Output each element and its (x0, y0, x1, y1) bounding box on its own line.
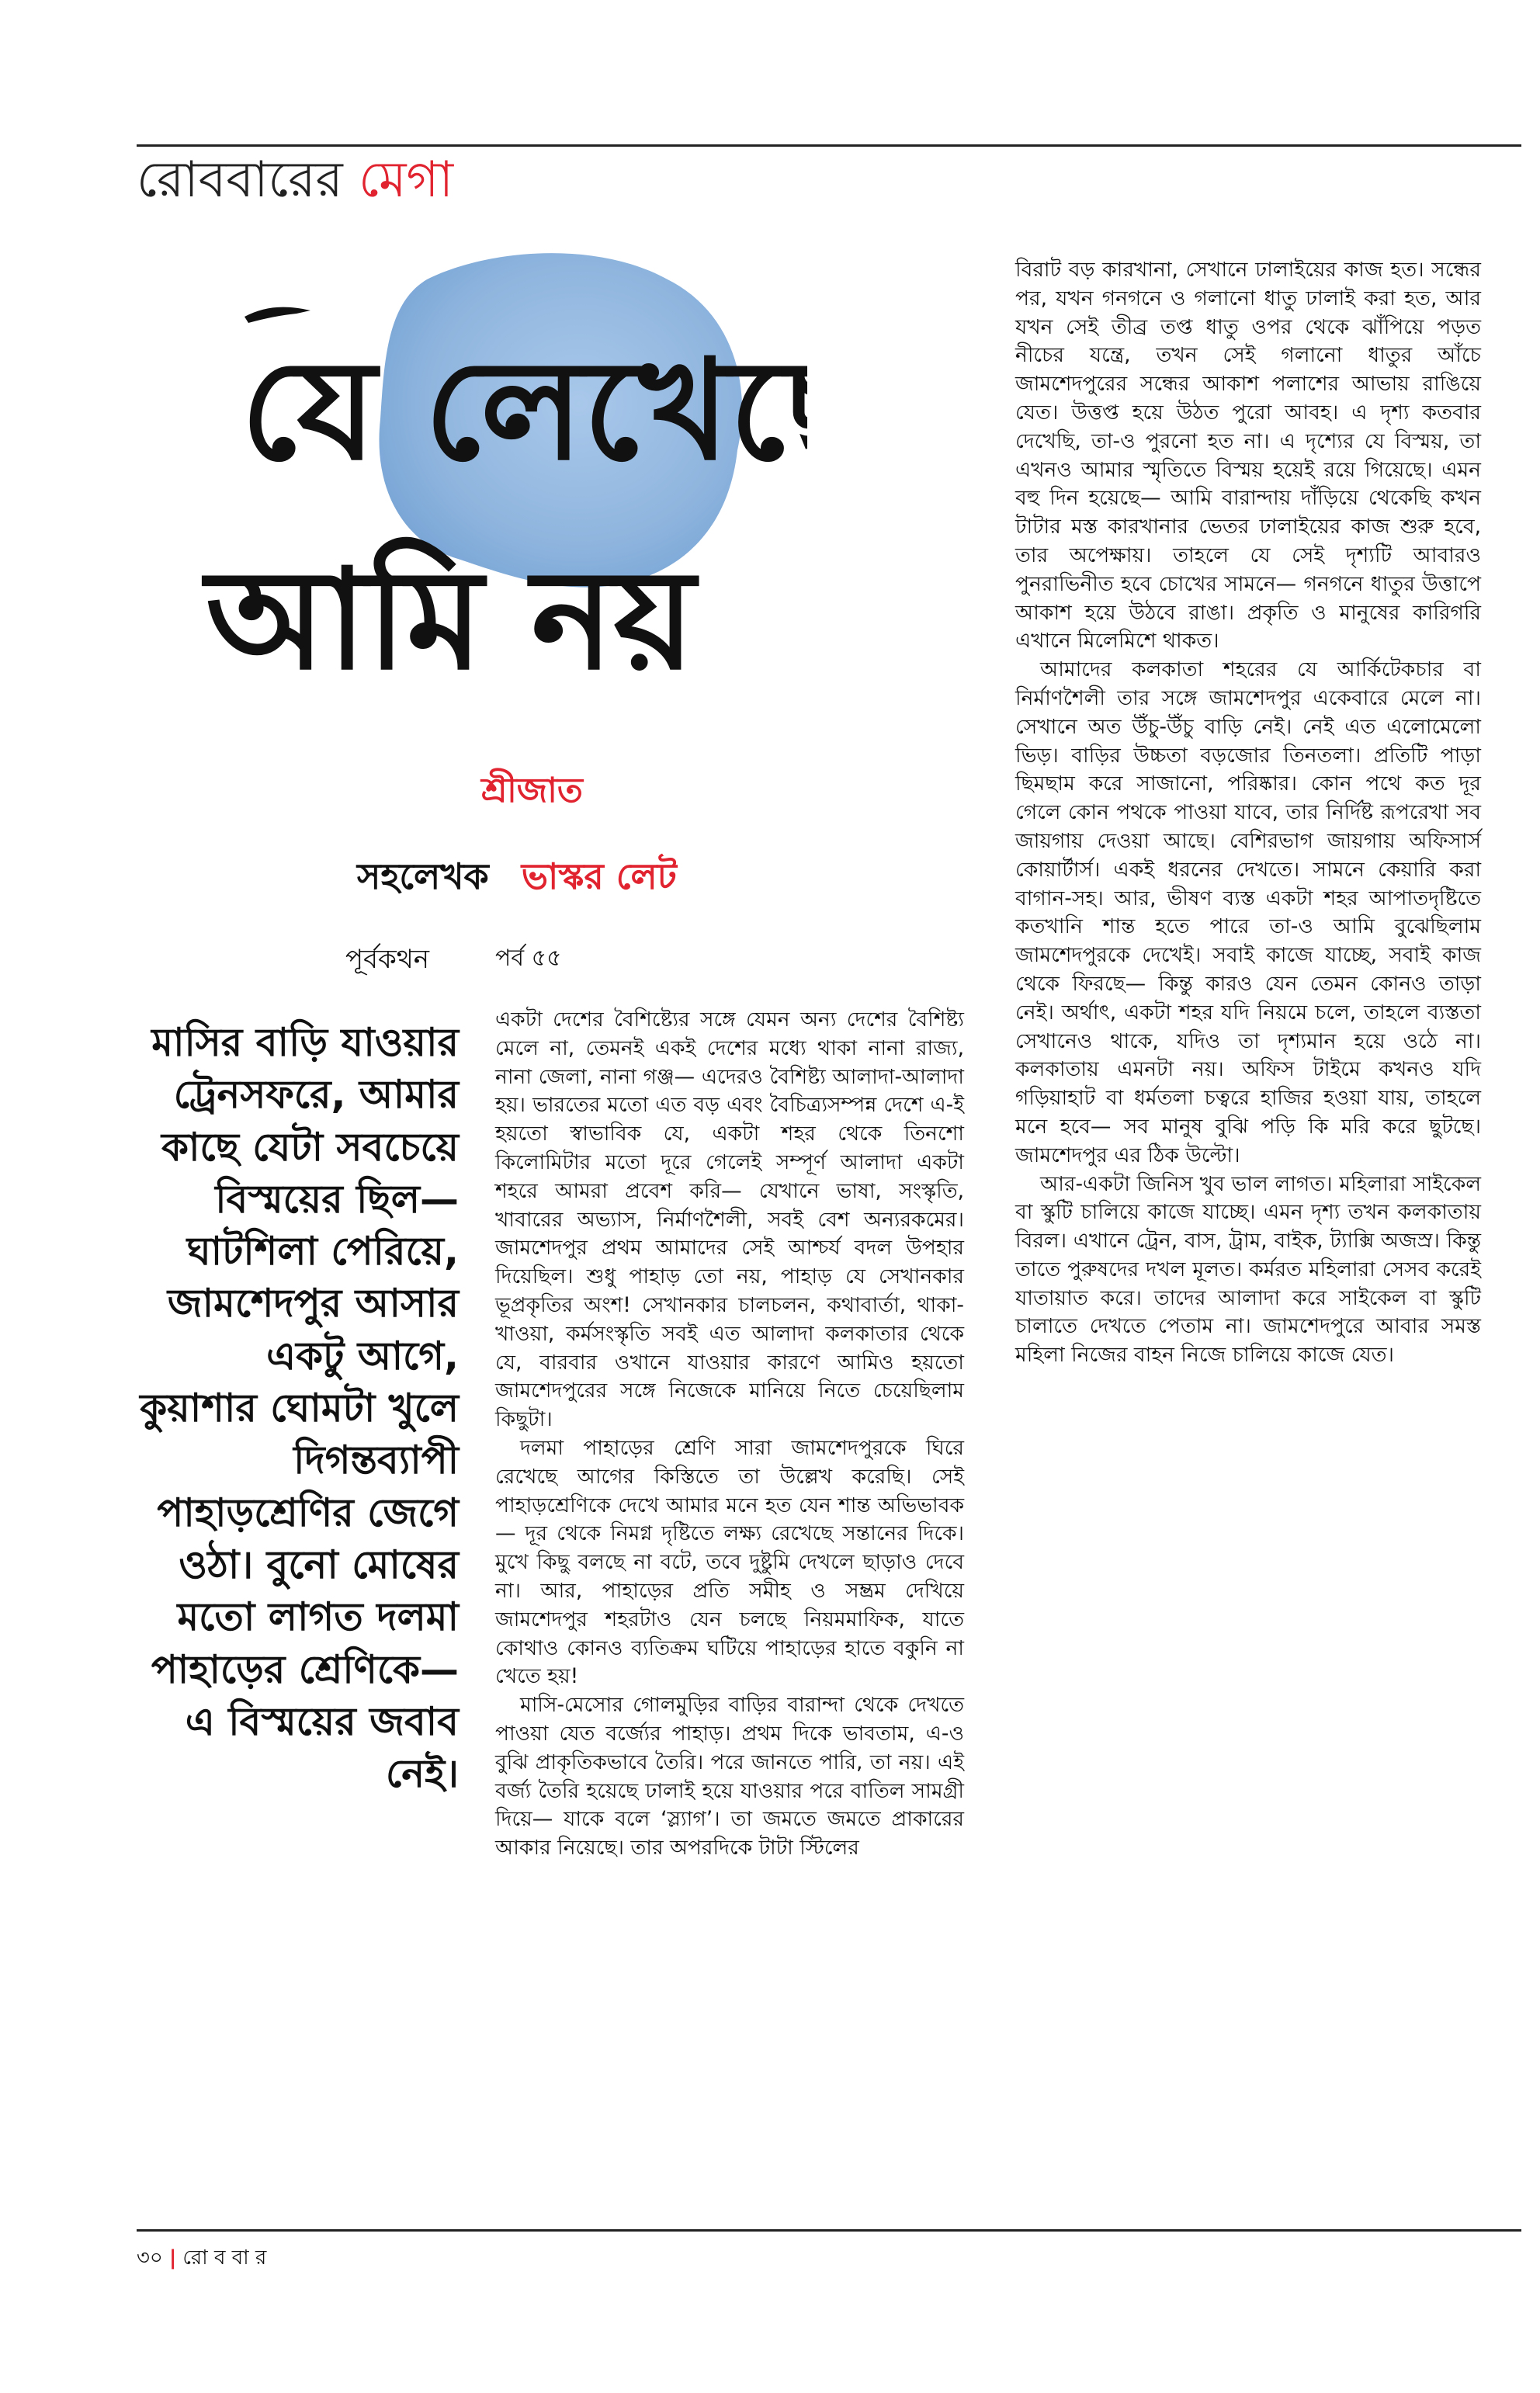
pull-quote: মাসির বাড়ি যাওয়ার ট্রেনসফরে, আমার কাছে যেটা সবচেয়ে বিস্ময়ের ছিল— ঘাটশিলা পেরিয়ে, জামশেদপুর আসার একটু আগে, কুয়াশার ঘোমটা খুলে দিগন্তব্যাপী পাহাড়শ্রেণির জেগে ওঠা। বুনো মোষের মতো লাগত দলমা পাহাড়ের শ্রেণিকে— এ বিস্ময়ের জবাব নেই। (140, 1020, 459, 1797)
bottom-rule (137, 2229, 1521, 2232)
section-header-red: মেগা (359, 151, 454, 209)
section-header (137, 151, 454, 209)
title-artwork-svg (194, 233, 807, 737)
part-label: পর্ব ৫৫ (495, 945, 562, 972)
right-paragraph-2: আমাদের কলকাতা শহরের যে আর্কিটেকচার বা নির্মাণশৈলী তার সঙ্গে জামশেদপুর একেবারে মেলে না। সেখানে অত উঁচু-উঁচু বাড়ি নেই। নেই এত এলোমেলো ভিড়। বাড়ির উচ্চতা বড়জোর তিনতলা। প্রতিটি পাড়া ছিমছাম করে সাজানো, পরিষ্কার। কোন পথে কত দূর গেলে কোন পথকে পাওয়া যাবে, তার নির্দিষ্ট রূপরেখা সব জায়গায় দেওয়া আছে। বেশিরভাগ জায়গায় অফিসার্স কোয়ার্টার্স। একই ধরনের দেখতে। সামনে কেয়ারি করা বাগান-সহ। আর, ভীষণ ব্যস্ত একটা শহর আপাতদৃষ্টিতে কতখানি শান্ত হতে পারে তা-ও আমি বুঝেছিলাম জামশেদপুরকে দেখেই। সবাই কাজে যাচ্ছে, সবাই কাজ থেকে ফিরছে— কিন্তু কারও যেন তেমন কোনও তাড়া নেই। অর্থাৎ, একটা শহর যদি নিয়মে চলে, তাহলে ব্যস্ততা সেখানেও থাকে, যদিও তা দৃশ্যমান হয়ে ওঠে না। কলকাতায় এমনটা নয়। অফিস টাইমে কখনও যদি গড়িয়াহাট বা ধর্মতলা চত্বরে হাজির হওয়া যায়, তাহলে মনে হবে— সব মানুষ বুঝি পড়ি কি মরি করে ছুটছে। জামশেদপুর এর ঠিক উল্টো। (1015, 657, 1481, 1167)
middle-column (495, 1006, 964, 1863)
bird-icon (245, 307, 310, 323)
magazine-name: রো ব বা র (182, 2246, 267, 2270)
middle-paragraph-3: মাসি-মেসোর গোলমুড়ির বাড়ির বারান্দা থেকে দেখতে পাওয়া যেত বর্জ্যের পাহাড়। প্রথম দিকে ভাবতাম, এ-ও বুঝি প্রাকৃতিকভাবে তৈরি। পরে জানতে পারি, তা নয়। এই বর্জ্য তৈরি হয়েছে ঢালাই হয়ে যাওয়ার পরে বাতিল সামগ্রী দিয়ে— যাকে বলে ‘স্ল্যাগ’। তা জমতে জমতে প্রাকারের আকার নিয়েছে। তার অপরদিকে টাটা স্টিলের (495, 1693, 964, 1861)
section-header-black: রোববারের (137, 151, 343, 209)
page-footer (137, 2242, 266, 2276)
right-paragraph-3: আর-একটা জিনিস খুব ভাল লাগত। মহিলারা সাইকেল বা স্কুটি চালিয়ে কাজে যাচ্ছে। এমন দৃশ্য তখন কলকাতায় বিরল। এখানে ট্রেন, বাস, ট্রাম, বাইক, ট্যাক্সি অজস্র। কিন্তু তাতে পুরুষদের দখল মূলত। কর্মরত মহিলারা সেসব করেই যাতায়াত করে। তাদের আলাদা করে সাইকেল বা স্কুটি চালাতে দেখতে পেতাম না। জামশেদপুরে আবার সমস্ত মহিলা নিজের বাহন নিজে চালিয়ে কাজে যেত। (1015, 1171, 1481, 1368)
coauthor-line (357, 850, 677, 909)
middle-paragraph-2: দলমা পাহাড়ের শ্রেণি সারা জামশেদপুরকে ঘিরে রেখেছে আগের কিস্তিতে তা উল্লেখ করেছি। সেই পাহাড়শ্রেণিকে দেখে আমার মনে হত যেন শান্ত অভিভাবক— দূর থেকে নিমগ্ন দৃষ্টিতে লক্ষ্য রেখেছে সন্তানের দিকে। মুখে কিছু বলছে না বটে, তবে দুষ্টুমি দেখলে ছাড়াও দেবে না। আর, পাহাড়ের প্রতি সমীহ ও সম্ভ্রম দেখিয়ে জামশেদপুর শহরটাও যেন চলছে নিয়মমাফিক, যাতে কোথাও কোনও ব্যতিক্রম ঘটিয়ে পাহাড়ের হাতে বকুনি না খেতে হয়! (495, 1435, 964, 1689)
title-line-2: আমি নয় (206, 538, 695, 700)
coauthor-name: ভাস্কর লেট (521, 855, 677, 897)
right-paragraph-1: বিরাট বড় কারখানা, সেখানে ঢালাইয়ের কাজ হত। সন্ধের পর, যখন গনগনে ও গলানো ধাতু ঢালাই করা হত, আর যখন সেই তীব্র তপ্ত ধাতু ওপর থেকে ঝাঁপিয়ে পড়ত নীচের যন্ত্রে, তখন সেই গলানো ধাতুর আঁচে জামশেদপুরের সন্ধের আকাশ পলাশের আভায় রাঙিয়ে যেত। উত্তপ্ত হয়ে উঠত পুরো আবহ। এ দৃশ্য কতবার দেখেছি, তা-ও পুরনো হত না। এ দৃশ্যের যে বিস্ময়, তা এখনও আমার স্মৃতিতে বিস্ময় হয়েই রয়ে গিয়েছে। এমন বহু দিন হয়েছে— আমি বারান্দায় দাঁড়িয়ে থেকেছি কখন টাটার মস্ত কারখানার ভেতর ঢালাইয়ের কাজ শুরু হবে, তার অপেক্ষায়। তাহলে যে সেই দৃশ্যটি আবারও পুনরাভিনীত হবে চোখের সামনে— গনগনে ধাতুর উত্তাপে আকাশ হয়ে উঠবে রাঙা। প্রকৃতি ও মানুষের কারিগরি এখানে মিলেমিশে থাকত। (1015, 258, 1481, 654)
page-number: ৩০ (137, 2246, 163, 2270)
preface-label: পূর্বকথন (345, 944, 430, 975)
top-rule (137, 144, 1521, 147)
title-line-1: যে লেখেছে (241, 328, 807, 491)
coauthor-label: সহলেখক (357, 855, 489, 897)
middle-paragraph-1: একটা দেশের বৈশিষ্ট্যের সঙ্গে যেমন অন্য দেশের বৈশিষ্ট্য মেলে না, তেমনই একই দেশের মধ্যে থাকা নানা রাজ্য, নানা জেলা, নানা গঞ্জ— এদেরও বৈশিষ্ট্য আলাদা-আলাদা হয়। ভারতের মতো এত বড় এবং বৈচিত্র্যসম্পন্ন দেশে এ-ই হয়তো স্বাভাবিক যে, একটা শহর থেকে তিনশো কিলোমিটার মতো দূরে গেলেই সম্পূর্ণ আলাদা একটা শহরে আমরা প্রবেশ করি— যেখানে ভাষা, সংস্কৃতি, খাবারের অভ্যাস, নির্মাণশৈলী, সবই বেশ অন্যরকমের। জামশেদপুর প্রথম আমাদের সেই আশ্চর্য বদল উপহার দিয়েছিল। শুধু পাহাড় তো নয়, পাহাড় যে সেখানকার ভূপ্রকৃতির অংশ! সেখানকার চালচলন, কথাবার্তা, থাকা-খাওয়া, কর্মসংস্কৃতি সবই এত আলাদা কলকাতার থেকে যে, বারবার ওখানে যাওয়ার কারণে আমিও হয়তো জামশেদপুরের সঙ্গে নিজেকে মানিয়ে নিতে চেয়েছিলাম কিছুটা। (495, 1007, 964, 1432)
folio-separator: | (168, 2246, 177, 2270)
author-name: শ্রীজাত (481, 771, 583, 810)
title-artwork (194, 233, 807, 737)
right-column (1015, 256, 1481, 1370)
